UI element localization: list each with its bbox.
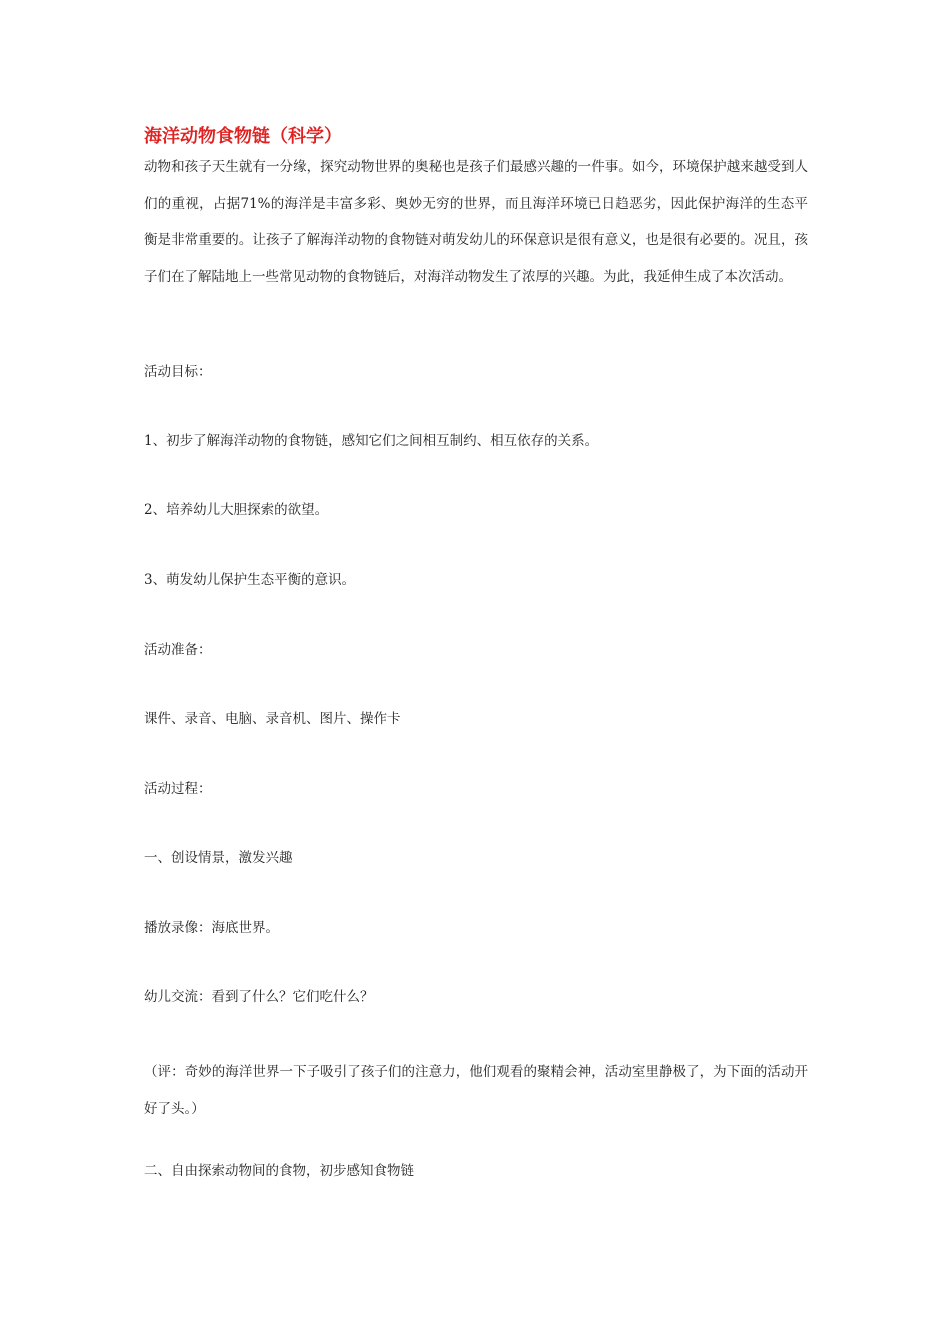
- step1-heading: 一、创设情景，激发兴趣: [144, 850, 293, 866]
- goal-item-3: 3、萌发幼儿保护生态平衡的意识。: [144, 572, 356, 588]
- process-heading: 活动过程：: [144, 781, 212, 797]
- step1-talk: 幼儿交流：看到了什么？它们吃什么？: [144, 989, 374, 1005]
- goal-item-2: 2、培养幼儿大胆探索的欲望。: [144, 502, 329, 518]
- step1-comment: （评：奇妙的海洋世界一下子吸引了孩子们的注意力，他们观看的聚精会神，活动室里静极了，为下面的活动开好了头。）: [144, 1064, 808, 1117]
- intro-paragraph: 动物和孩子天生就有一分缘，探究动物世界的奥秘也是孩子们最感兴趣的一件事。如今，环境保护越来越受到人们的重视，占据71%的海洋是丰富多彩、奥妙无穷的世界，而且海洋环境已日趋恶劣，因此保护海洋的生态平衡是非常重要的。让孩子了解海洋动物的食物链对萌发幼儿的环保意识是很有意义，也是很有必要的。况且，孩子们在了解陆地上一些常见动物的食物链后，对海洋动物发生了浓厚的兴趣。为此，我延伸生成了本次活动。: [144, 159, 808, 285]
- prep-items: 课件、录音、电脑、录音机、图片、操作卡: [144, 711, 401, 727]
- step2-heading: 二、自由探索动物间的食物，初步感知食物链: [144, 1163, 414, 1179]
- document-title: 海洋动物食物链（科学）: [144, 126, 342, 147]
- prep-heading: 活动准备：: [144, 642, 212, 658]
- goals-heading: 活动目标：: [144, 364, 212, 380]
- step1-video: 播放录像：海底世界。: [144, 920, 279, 936]
- goal-item-1: 1、初步了解海洋动物的食物链，感知它们之间相互制约、相互依存的关系。: [144, 433, 599, 449]
